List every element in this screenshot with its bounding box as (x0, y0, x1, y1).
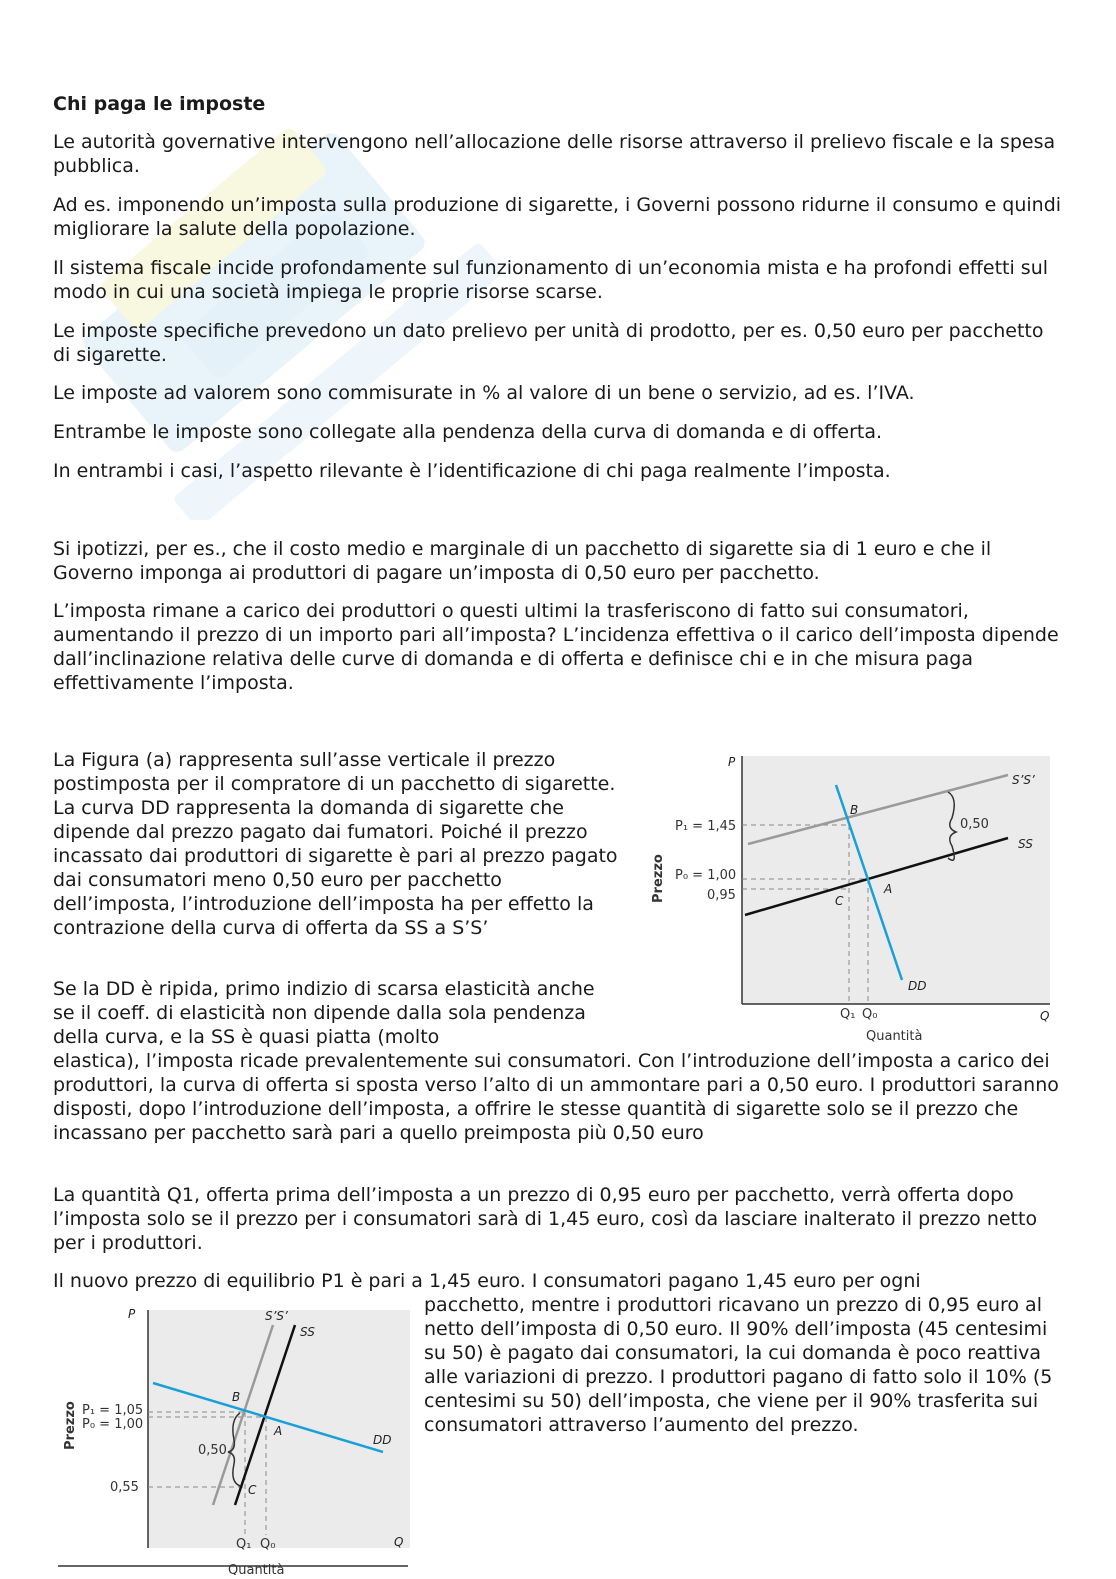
q1-label: Q₁ (840, 1007, 856, 1022)
ss-label: SS (300, 1325, 315, 1339)
point-a-label: A (884, 882, 893, 896)
paragraph: Il sistema fiscale incide profondamente sul funzionamento di un’economia mista e ha profondi effetti sul modo in cui una società impiega le proprie risorse scarse. (53, 257, 1049, 303)
figure-a (640, 748, 1060, 1048)
point-c-label: C (248, 1483, 257, 1497)
dd-label: DD (373, 1433, 392, 1447)
p1-label: P₁ = 1,45 (675, 819, 737, 834)
y-axis-title: Prezzo (651, 854, 666, 903)
paragraph: Entrambe le imposte sono collegate alla pendenza della curva di domanda e di offerta. (53, 421, 883, 443)
x-axis-title: Quantità (228, 1563, 285, 1575)
x-axis-title: Quantità (866, 1029, 923, 1044)
paragraph: L’imposta rimane a carico dei produttori o questi ultimi la trasferiscono di fatto sui consumatori, aumentando il prezzo di un importo pari all’imposta? L’incidenza effettiva o il carico dell’imposta dipende dall’inclinazione relativa delle curve di domanda e di offerta e definisce chi e in che misura paga effettivamente l’imposta. (53, 600, 1059, 694)
paragraph: Se la DD è ripida, primo indizio di scarsa elasticità anche se il coeff. di elasticità non dipende dalla sola pendenza della curva, e la SS è quasi piatta (molto (53, 978, 595, 1048)
paragraph: pacchetto, mentre i produttori ricavano un prezzo di 0,95 euro al netto dell’imposta di 0,50 euro. Il 90% dell’imposta (45 centesimi su 50) è pagato dai consumatori, la cui domanda è poco reattiva alle variazioni di prezzo. I produttori pagano di fatto solo il 10% (5 centesimi su 50) dell’imposta, che viene per il 90% trasferita sui consumatori attraverso l’aumento del prezzo. (424, 1294, 1053, 1436)
paragraph: La quantità Q1, offerta prima dell’imposta a un prezzo di 0,95 euro per pacchetto, verrà offerta dopo l’imposta solo se il prezzo per i consumatori sarà di 1,45 euro, così da lasciare inalterato il prezzo netto per i produttori. (53, 1184, 1038, 1254)
paragraph: Le imposte specifiche prevedono un dato prelievo per unità di prodotto, per es. 0,50 euro per pacchetto di sigarette. (53, 320, 1044, 366)
point-b-label: B (232, 1390, 241, 1404)
point-a-label: A (274, 1424, 283, 1438)
q0-label: Q₀ (862, 1007, 878, 1022)
document-title: Chi paga le imposte (53, 93, 266, 115)
ss-label: SS (1018, 837, 1033, 851)
plot-area (742, 756, 1050, 1004)
q0-label: Q₀ (260, 1537, 276, 1552)
tax-label: 0,50 (198, 1443, 227, 1458)
point-c-label: C (835, 894, 844, 908)
paragraph: Le imposte ad valorem sono commisurate in % al valore di un bene o servizio, ad es. l’IVA. (53, 382, 915, 404)
point-b-label: B (850, 803, 859, 817)
p0-label: P₀ = 1,00 (82, 1417, 144, 1432)
ss-shifted-label: S’S’ (1012, 773, 1035, 787)
axis-q-label: Q (1040, 1009, 1050, 1023)
p0-label: P₀ = 1,00 (675, 868, 737, 883)
figure-b (58, 1300, 418, 1575)
pn-label: 0,55 (110, 1480, 139, 1495)
paragraph: Si ipotizzi, per es., che il costo medio e marginale di un pacchetto di sigarette sia di 1 euro e che il Governo imponga ai produttori di pagare un’imposta di 0,50 euro per pacchetto. (53, 538, 992, 584)
y-axis-title: Prezzo (63, 1401, 78, 1450)
paragraph: Ad es. imponendo un’imposta sulla produzione di sigarette, i Governi possono ridurne il consumo e quindi migliorare la salute della popolazione. (53, 194, 1062, 240)
dd-label: DD (908, 979, 927, 993)
axis-p-label: P (128, 1307, 136, 1321)
ss-shifted-label: S’S’ (265, 1309, 288, 1323)
q1-label: Q₁ (236, 1537, 252, 1552)
paragraph: Il nuovo prezzo di equilibrio P1 è pari a 1,45 euro. I consumatori pagano 1,45 euro per ogni (53, 1270, 921, 1292)
axis-q-label: Q (394, 1535, 404, 1549)
paragraph: Le autorità governative intervengono nell’allocazione delle risorse attraverso il prelievo fiscale e la spesa pubblica. (53, 131, 1056, 177)
paragraph: La Figura (a) rappresenta sull’asse verticale il prezzo postimposta per il compratore di un pacchetto di sigarette. La curva DD rappresenta la domanda di sigarette che dipende dal prezzo pagato dai fumatori. Poiché il prezzo incassato dai produttori di sigarette è pari al prezzo pagato dai consumatori meno 0,50 euro per pacchetto dell’imposta, l’introduzione dell’imposta ha per effetto la contrazione della curva di offerta da SS a S’S’ (53, 749, 618, 939)
paragraph: In entrambi i casi, l’aspetto rilevante è l’identificazione di chi paga realmente l’imposta. (53, 460, 891, 482)
axis-p-label: P (728, 755, 736, 769)
tax-label: 0,50 (960, 817, 989, 832)
p1-label: P₁ = 1,05 (82, 1403, 144, 1418)
pn-label: 0,95 (707, 888, 736, 903)
paragraph: elastica), l’imposta ricade prevalentemente sui consumatori. Con l’introduzione dell’imposta a carico dei produttori, la curva di offerta si sposta verso l’alto di un ammontare pari a 0,50 euro. I produttori saranno disposti, dopo l’introduzione dell’imposta, a offrire le stesse quantità di sigarette solo se il prezzo che incassano per pacchetto sarà pari a quello preimposta più 0,50 euro (53, 1050, 1059, 1144)
